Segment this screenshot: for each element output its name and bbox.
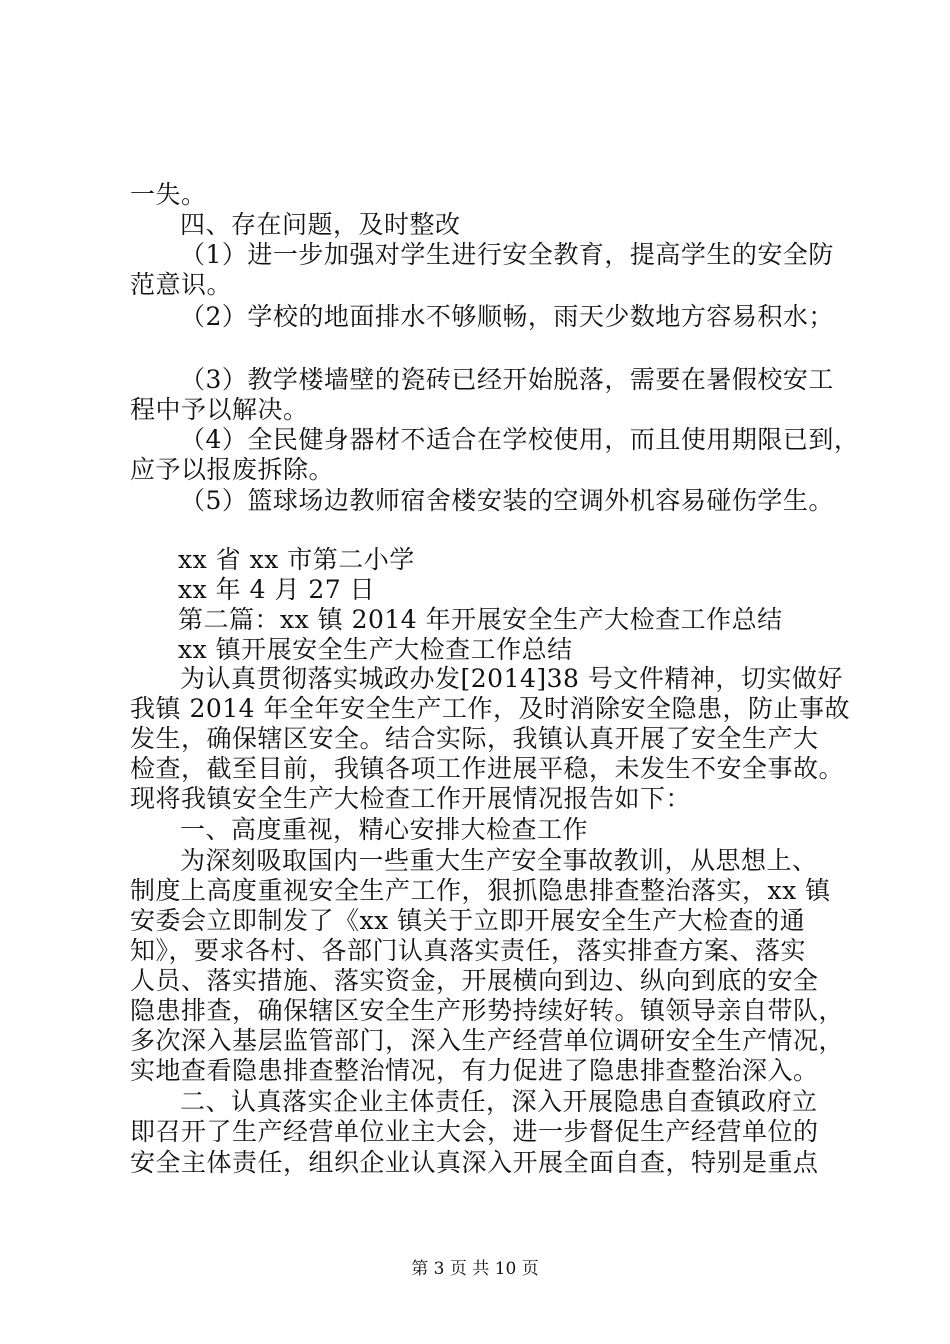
text-line: （4）全民健身器材不适合在学校使用，而且使用期限已到， — [180, 425, 860, 454]
text-line: 人员、落实措施、落实资金，开展横向到边、纵向到底的安全 — [130, 966, 819, 995]
section-heading: 第二篇：xx 镇 2014 年开展安全生产大检查工作总结 — [178, 605, 783, 634]
text-line: 现将我镇安全生产大检查工作开展情况报告如下： — [130, 784, 692, 813]
text-line: 为认真贯彻落实城政办发[2014]38 号文件精神，切实做好 — [180, 664, 843, 693]
text-line: 程中予以解决。 — [130, 395, 309, 424]
page-number-footer: 第 3 页 共 10 页 — [411, 1259, 539, 1279]
text-line: 知》，要求各村、各部门认真落实责任，落实排查方案、落实 — [130, 936, 807, 965]
section-heading: 四、存在问题，及时整改 — [180, 210, 461, 239]
text-line: 检查，截至目前，我镇各项工作进展平稳，未发生不安全事故。 — [130, 754, 845, 783]
text-line: 多次深入基层监管部门，深入生产经营单位调研安全生产情况， — [130, 1026, 845, 1055]
section-heading: 二、认真落实企业主体责任，深入开展隐患自查镇政府立 — [180, 1087, 818, 1116]
text-line: 应予以报废拆除。 — [130, 455, 335, 484]
text-line: 为深刻吸取国内一些重大生产安全事故教训，从思想上、 — [180, 846, 818, 875]
text-line: （3）教学楼墙壁的瓷砖已经开始脱落，需要在暑假校安工 — [180, 365, 834, 394]
text-line: 我镇 2014 年全年安全生产工作，及时消除安全隐患，防止事故 — [130, 694, 851, 723]
text-line: 实地查看隐患排查整治情况，有力促进了隐患排查整治深入。 — [130, 1056, 819, 1085]
signature-school: xx 省 xx 市第二小学 — [178, 545, 415, 574]
text-line: 安委会立即制发了《xx 镇关于立即开展安全生产大检查的通 — [130, 906, 806, 935]
text-line: （2）学校的地面排水不够顺畅，雨天少数地方容易积水； — [180, 302, 834, 331]
section-heading: 一、高度重视，精心安排大检查工作 — [180, 815, 589, 844]
text-line: 范意识。 — [130, 270, 233, 299]
text-line: 隐患排查，确保辖区安全生产形势持续好转。镇领导亲自带队， — [130, 996, 845, 1025]
text-line: 即召开了生产经营单位业主大会，进一步督促生产经营单位的 — [130, 1117, 819, 1146]
text-line: （1）进一步加强对学生进行安全教育，提高学生的安全防 — [180, 240, 834, 269]
text-line: 一失。 — [130, 180, 207, 209]
text-line: （5）篮球场边教师宿舍楼安装的空调外机容易碰伤学生。 — [180, 486, 834, 515]
document-title: xx 镇开展安全生产大检查工作总结 — [178, 635, 573, 664]
text-line: 发生，确保辖区安全。结合实际，我镇认真开展了安全生产大 — [130, 724, 819, 753]
text-line: 安全主体责任，组织企业认真深入开展全面自查，特别是重点 — [130, 1148, 819, 1177]
signature-date: xx 年 4 月 27 日 — [178, 575, 376, 604]
text-line: 制度上高度重视安全生产工作，狠抓隐患排查整治落实，xx 镇 — [130, 876, 831, 905]
